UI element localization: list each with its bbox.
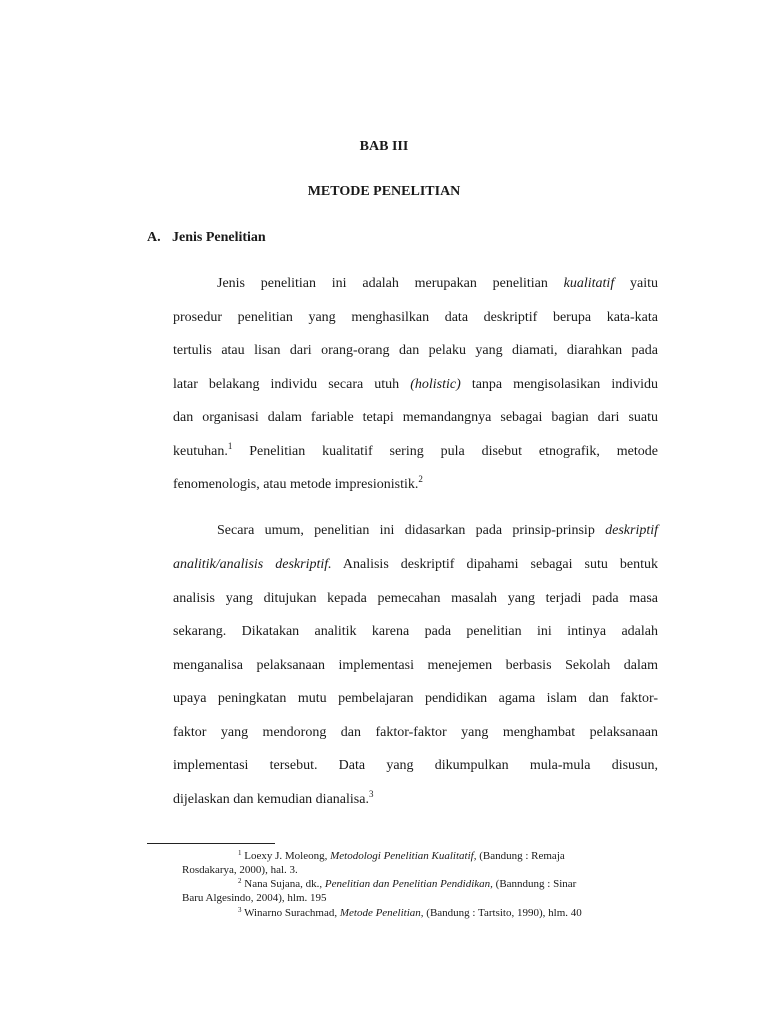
chapter-label: BAB III bbox=[359, 139, 409, 154]
p2-line-3: analisis yang ditujukan kepada pemecahan masalah yang terjadi pada masa bbox=[173, 591, 658, 606]
chapter-title: METODE PENELITIAN bbox=[307, 184, 461, 199]
footnote-publisher: (Bandung : Remaja bbox=[479, 850, 565, 862]
section-heading bbox=[147, 230, 266, 246]
footnote-number: 1 bbox=[238, 849, 242, 857]
p1-line-3: tertulis atau lisan dari orang-orang dan pelaku yang diamati, diarahkan pada bbox=[173, 343, 658, 358]
footnote-publisher: (Bandung : Tartsito, 1990), hlm. 40 bbox=[426, 907, 582, 919]
p1-line-1 bbox=[173, 275, 658, 293]
p1-text: latar belakang individu secara utuh bbox=[173, 377, 400, 392]
section-title: Jenis Penelitian bbox=[172, 230, 266, 245]
footnote-number: 3 bbox=[238, 906, 242, 914]
footnote-publisher: (Banndung : Sinar bbox=[495, 878, 577, 890]
footnote-book-title: Metode Penelitian, bbox=[339, 907, 424, 919]
footnote-1 bbox=[238, 849, 565, 863]
p1-line-5: dan organisasi dalam fariable tetapi memandangnya sebagai bagian dari suatu bbox=[173, 410, 658, 425]
p1-text: keutuhan. bbox=[173, 444, 228, 459]
footnote-book-title: Penelitian dan Penelitian Pendidikan, bbox=[324, 878, 493, 890]
p2-italic-term: deskriptif bbox=[605, 523, 659, 538]
p2-text: Secara umum, penelitian ini didasarkan pada prinsip-prinsip bbox=[217, 523, 595, 538]
section-number: A. bbox=[147, 230, 161, 245]
p1-text: yaitu bbox=[630, 276, 659, 291]
footnote-book-title: Metodologi Penelitian Kualitatif, bbox=[330, 850, 477, 862]
p1-italic-term: (holistic) bbox=[410, 377, 461, 392]
p2-line-2 bbox=[173, 556, 658, 574]
footnote-ref-3[interactable]: 3 bbox=[368, 789, 374, 799]
p2-italic-term: analitik/analisis deskriptif. bbox=[173, 557, 332, 572]
footnote-author: Nana Sujana, dk., bbox=[244, 878, 323, 890]
p1-line-7 bbox=[173, 476, 658, 494]
footnote-author: Winarno Surachmad, bbox=[244, 907, 338, 919]
p1-text: fenomenologis, atau metode impresionistik. bbox=[173, 477, 419, 492]
p1-text: Penelitian kualitatif sering pula disebut etnografik, metode bbox=[249, 444, 659, 459]
p2-line-5: menganalisa pelaksanaan implementasi menejemen berbasis Sekolah dalam bbox=[173, 658, 658, 673]
footnote-ref-1[interactable]: 1 bbox=[227, 441, 233, 451]
p2-line-1 bbox=[173, 522, 658, 540]
p2-line-9 bbox=[173, 791, 658, 809]
p2-line-7: faktor yang mendorong dan faktor-faktor yang menghambat pelaksanaan bbox=[173, 725, 658, 740]
footnote-separator bbox=[147, 843, 275, 844]
p1-line-4 bbox=[173, 376, 658, 394]
p1-line-2: prosedur penelitian yang menghasilkan data deskriptif berupa kata-kata bbox=[173, 310, 658, 325]
footnote-3 bbox=[238, 906, 582, 920]
p2-line-4: sekarang. Dikatakan analitik karena pada penelitian ini intinya adalah bbox=[173, 624, 658, 639]
footnote-2-continuation: Baru Algesindo, 2004), hlm. 195 bbox=[182, 892, 327, 904]
p2-line-6: upaya peningkatan mutu pembelajaran pendidikan agama islam dan faktor- bbox=[173, 691, 658, 706]
p1-italic-term: kualitatif bbox=[563, 276, 615, 291]
p1-line-6 bbox=[173, 443, 658, 461]
p1-text: Jenis penelitian ini adalah merupakan penelitian bbox=[217, 276, 548, 291]
footnote-1-continuation: Rosdakarya, 2000), hal. 3. bbox=[182, 864, 298, 876]
p1-text: tanpa mengisolasikan individu bbox=[471, 377, 659, 392]
p2-text: dijelaskan dan kemudian dianalisa. bbox=[173, 792, 369, 807]
p2-text: Analisis deskriptif dipahami sebagai sutu bentuk bbox=[342, 557, 658, 572]
footnote-ref-2[interactable]: 2 bbox=[418, 474, 423, 484]
footnote-author: Loexy J. Moleong, bbox=[244, 850, 328, 862]
p2-line-8: implementasi tersebut. Data yang dikumpulkan mula-mula disusun, bbox=[173, 758, 658, 773]
footnote-2 bbox=[238, 877, 576, 891]
footnote-number: 2 bbox=[238, 877, 242, 885]
